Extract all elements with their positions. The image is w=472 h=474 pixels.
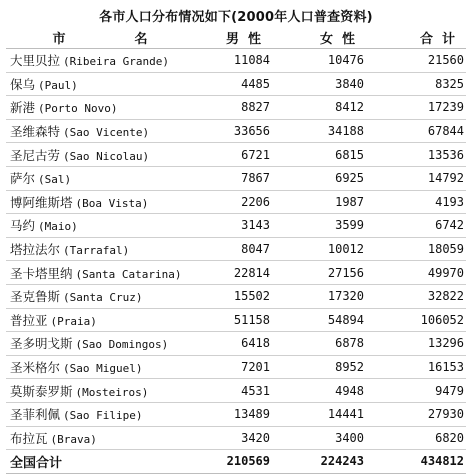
total-male: 210569 [220,450,272,474]
female-cell: 10476 [272,49,366,73]
total-cell: 21560 [366,49,466,73]
city-name-cn: 圣多明戈斯 [10,336,73,352]
city-name-cn: 大里贝拉 [10,53,61,69]
total-cell: 67844 [366,119,466,143]
table-row [6,284,466,308]
female-cell: 27156 [272,261,366,285]
city-name-en: (Santa Catarina) [75,267,182,281]
table-row [6,332,466,356]
total-cell: 13536 [366,143,466,167]
male-cell: 7867 [220,166,272,190]
population-table [6,26,466,474]
city-name-en: (Brava) [50,432,97,446]
total-cell: 6742 [366,214,466,238]
male-cell: 8047 [220,237,272,261]
city-name-en: (Sao Vicente) [63,126,150,140]
table-row [6,237,466,261]
city-name-cn: 博阿维斯塔 [10,194,73,210]
total-cell: 16153 [366,355,466,379]
city-name-en: (Paul) [38,78,78,92]
national-total-row [6,450,466,474]
female-cell: 6925 [272,166,366,190]
total-cell: 49970 [366,261,466,285]
city-name-en: (Sao Filipe) [63,409,143,423]
city-cell [6,214,220,238]
city-name-cn: 圣菲利佩 [10,407,61,423]
city-name-en: (Porto Novo) [38,102,118,116]
city-cell [6,355,220,379]
header-total: 合计 [366,26,466,49]
male-cell: 4531 [220,379,272,403]
city-cell [6,96,220,120]
total-cell: 27930 [366,402,466,426]
male-cell: 7201 [220,355,272,379]
header-male: 男性 [220,26,272,49]
female-cell: 3840 [272,72,366,96]
city-cell [6,332,220,356]
female-cell: 8952 [272,355,366,379]
table-header-row [6,26,466,49]
total-female: 224243 [272,450,366,474]
city-name-cn: 布拉瓦 [10,430,48,446]
city-cell [6,166,220,190]
city-name-en: (Sal) [38,173,72,187]
male-cell: 2206 [220,190,272,214]
male-cell: 4485 [220,72,272,96]
city-name-cn: 塔拉法尔 [10,242,61,258]
table-row [6,143,466,167]
city-cell [6,402,220,426]
male-cell: 15502 [220,284,272,308]
city-name-cn: 保乌 [10,76,36,92]
city-name-en: (Boa Vista) [75,196,149,210]
total-cell: 32822 [366,284,466,308]
male-cell: 22814 [220,261,272,285]
city-name-cn: 圣米格尔 [10,360,61,376]
city-name-cn: 马约 [10,218,36,234]
female-cell: 1987 [272,190,366,214]
total-cell: 13296 [366,332,466,356]
table-row [6,426,466,450]
table-row [6,166,466,190]
table-row [6,214,466,238]
total-cell: 14792 [366,166,466,190]
female-cell: 34188 [272,119,366,143]
city-name-en: (Mosteiros) [75,385,149,399]
female-cell: 3400 [272,426,366,450]
table-row [6,402,466,426]
male-cell: 11084 [220,49,272,73]
table-row [6,379,466,403]
female-cell: 4948 [272,379,366,403]
table-row [6,49,466,73]
total-cell: 6820 [366,426,466,450]
city-cell [6,72,220,96]
total-label: 全国合计 [6,450,220,474]
female-cell: 3599 [272,214,366,238]
city-name-en: (Santa Cruz) [63,291,143,305]
male-cell: 13489 [220,402,272,426]
table-row [6,119,466,143]
city-name-cn: 圣克鲁斯 [10,289,61,305]
city-cell [6,143,220,167]
female-cell: 54894 [272,308,366,332]
city-cell [6,284,220,308]
city-cell [6,49,220,73]
total-cell: 17239 [366,96,466,120]
female-cell: 8412 [272,96,366,120]
city-name-cn: 莫斯泰罗斯 [10,383,73,399]
city-cell [6,379,220,403]
city-name-cn: 萨尔 [10,171,36,187]
city-name-en: (Maio) [38,220,78,234]
female-cell: 14441 [272,402,366,426]
male-cell: 51158 [220,308,272,332]
city-name-en: (Sao Nicolau) [63,149,150,163]
total-cell: 18059 [366,237,466,261]
city-name-cn: 圣卡塔里纳 [10,265,73,281]
city-cell [6,308,220,332]
table-row [6,96,466,120]
city-cell [6,190,220,214]
table-row [6,72,466,96]
female-cell: 10012 [272,237,366,261]
city-name-cn: 新港 [10,100,36,116]
city-cell [6,426,220,450]
city-name-en: (Praia) [50,314,97,328]
city-name-en: (Ribeira Grande) [63,55,169,69]
total-cell: 8325 [366,72,466,96]
male-cell: 6418 [220,332,272,356]
table-row [6,261,466,285]
city-cell [6,261,220,285]
city-cell [6,237,220,261]
male-cell: 8827 [220,96,272,120]
total-cell: 106052 [366,308,466,332]
table-row [6,190,466,214]
city-name-en: (Sao Miguel) [63,362,143,376]
female-cell: 6878 [272,332,366,356]
male-cell: 3420 [220,426,272,450]
total-cell: 9479 [366,379,466,403]
male-cell: 3143 [220,214,272,238]
table-body [6,49,466,474]
header-city: 市 名 [6,26,220,49]
city-cell [6,119,220,143]
female-cell: 17320 [272,284,366,308]
city-name-en: (Sao Domingos) [75,338,169,352]
city-name-cn: 圣维森特 [10,124,61,140]
table-row [6,308,466,332]
page-title: 各市人口分布情况如下(2000年人口普查资料) [99,10,373,25]
total-all: 434812 [366,450,466,474]
city-name-en: (Tarrafal) [63,244,130,258]
male-cell: 33656 [220,119,272,143]
female-cell: 6815 [272,143,366,167]
male-cell: 6721 [220,143,272,167]
total-cell: 4193 [366,190,466,214]
city-name-cn: 圣尼古劳 [10,147,61,163]
table-row [6,355,466,379]
city-name-cn: 普拉亚 [10,312,48,328]
header-female: 女性 [272,26,366,49]
